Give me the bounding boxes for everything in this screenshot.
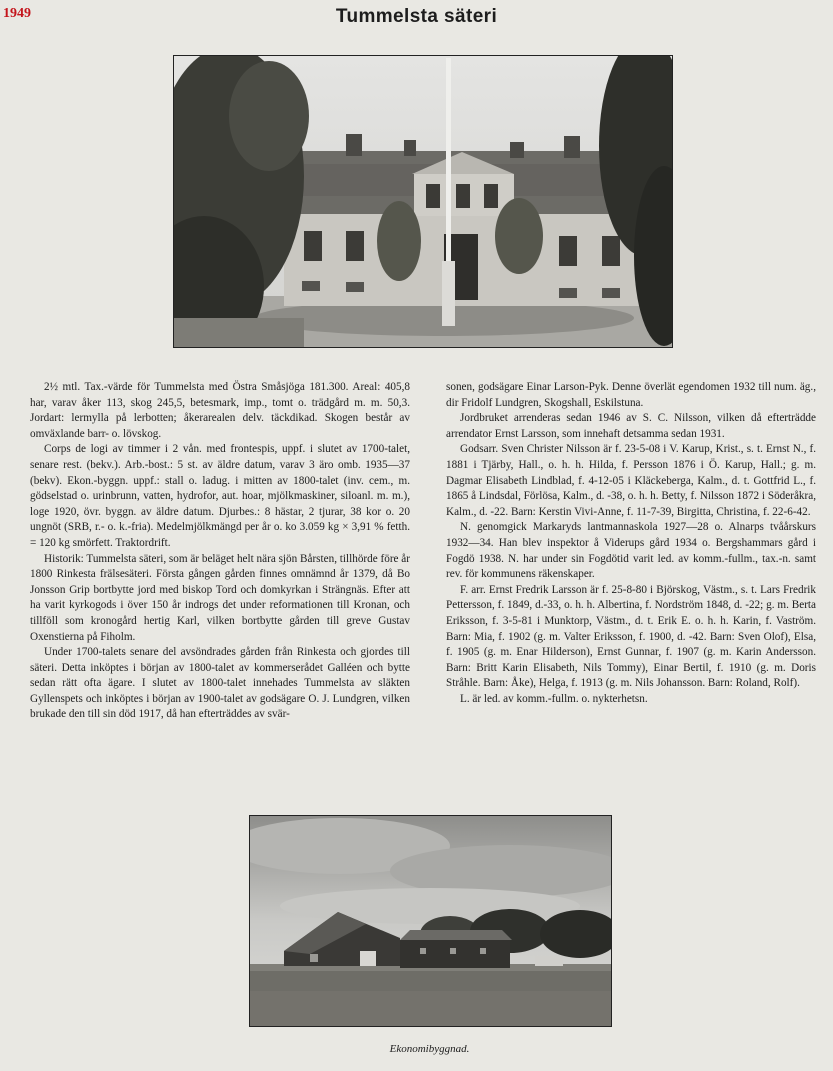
year-stamp: 1949 [3,6,31,21]
farm-building-photo [249,815,612,1027]
paragraph: L. är led. av komm.-fullm. o. nykterhetsn. [460,692,648,705]
paragraph: Jordbruket arrenderas sedan 1946 av S. C. Nilsson, vilken då efterträdde arrendator Ernst Larsson, som innehaft detsamma sedan 1931. [446,412,816,440]
paragraph: F. arr. Ernst Fredrik Larsson är f. 25-8-80 i Björskog, Västm., s. t. Lars Fredrik Pettersson, f. 1849, d.-33, o. h. h. Albertina, f. Nordström 1848, d. -22; g. m. Berta Eriksson, f. 3-5-81 i Munktorp, Västm., d. t. Erik E. o. h. h. Karin, f. Vaström. Barn: Mia, f. 1902 (g. m. Valter Eriksson, f. 1900, d. -42. Barn: Sven Olof), Elsa, f. 1905 (g. m. Enar Hilderson), Ernst Gunnar, f. 1907 (g. m. Karin Andersson. Barn: Britt Karin Elisabeth, Nils Tommy), Einar Bertil, f. 1910 (g. m. Doris Stråhle. Barn: Åke), Helga, f. 1913 (g. m. Nils Johansson. Barn: Roland, Rolf). [446,583,816,690]
paragraph: N. genomgick Markaryds lantmannaskola 1927—28 o. Alnarps tvåårskurs 1932—34. Han blev inspektor å Viderups gård 1934 o. Bergshammars gård i Fogdö 1938. N. har under sin Fogdötid varit led. av komm.-fullm., tax.-n. samt rev. för kommunens räkenskaper. [446,521,816,581]
text-column-left [30,380,410,723]
paragraph: Historik: Tummelsta säteri, som är beläget helt nära sjön Bårsten, tillhörde före år 1800 Rinkesta frälsesäteri. Första gången gården finnes omnämnd år 1379, då Bo Jonsson Grip bortbytte jord med biskop Tord och domkyrkan i Strängnäs. Efter att ha varit kyrkogods i över 150 år indrogs det under reformationen till Kronan, och tillföll som kronogård hertig Karl, vilken bortbytte gården till greve Gustav Oxenstierna på Fiholm. [30,552,410,643]
text-column-right [446,380,816,707]
paragraph: Under 1700-talets senare del avsöndrades gården från Rinkesta och gjordes till säteri. Detta inköptes i början av 1800-talet av kommerserådet Galléen och bytte sedan rätt ofta ägare. I slutet av 1800-talet innehades Tummelsta av släkten Gyllenspets och inköptes i början av 1900-talet av godsägare O. J. Lundgren, vilken brukade den till sin död 1917, då han efterträddes av svär- [30,646,410,721]
manor-house-photo [173,55,673,348]
paragraph: sonen, godsägare Einar Larson-Pyk. Denne överlät egendomen 1932 till num. äg., dir Fridolf Lundgren, Skogshall, Eskilstuna. [446,381,816,409]
photo-caption: Ekonomibyggnad. [389,1043,470,1055]
paragraph: Godsarr. Sven Christer Nilsson är f. 23-5-08 i V. Karup, Krist., s. t. Ernst N., f. 1881 i Tjärby, Hall., o. h. h. Hilda, f. Persson 1876 i Ö. Karup, Hall.; g. m. Dagmar Elisabeth Lindblad, f. 4-12-05 i Kläckeberga, Kalm., d. t. Gottfrid L., f. 1865 å Lindsdal, Förlösa, Kalm., d. -38, o. h. h. Betty, f. Nilsson 1872 i Söderåkra, Kalm., d. -22. Barn: Kerstin Vivi-Anne, f. 11-7-39, Birgitta, Christina, f. 22-6-42. [446,443,816,518]
paragraph: 2½ mtl. Tax.-värde för Tummelsta med Östra Småsjöga 181.300. Areal: 405,8 har, varav åker 113, skog 245,5, betesmark, imp., tomt o. trädgård m. m. 50,3. Jordart: lermylla på lerbotten; åkerarealen delv. täckdikad. Skogen består av omväxlande barr- o. lövskog. [30,381,410,440]
paragraph: Corps de logi av timmer i 2 vån. med frontespis, uppf. i slutet av 1700-talet, senare rest. (bekv.). Arb.-bost.: 5 st. av äldre datum, varav 3 äro omb. 1935—37 (bekv). Ekon.-byggn. uppf.: stall o. ladug. i mitten av 1800-talet (inv. cem., m. gödselstad o. urinbrunn, vatten, hydrofor, aut. hoar, mjölkmaskiner, siloanl. m. m.), loge 1920, övr. byggn. av äldre datum. Djurbes.: 8 hästar, 2 tjurar, 38 kor o. 20 ungnöt (SRB, r.- o. k.-fria). Medelmjölkmängd per år o. ko 3.059 kg × 3,91 % fetth. = 120 kg smörfett. Traktordrift. [30,443,410,549]
page-title: Tummelsta säteri [335,6,498,27]
